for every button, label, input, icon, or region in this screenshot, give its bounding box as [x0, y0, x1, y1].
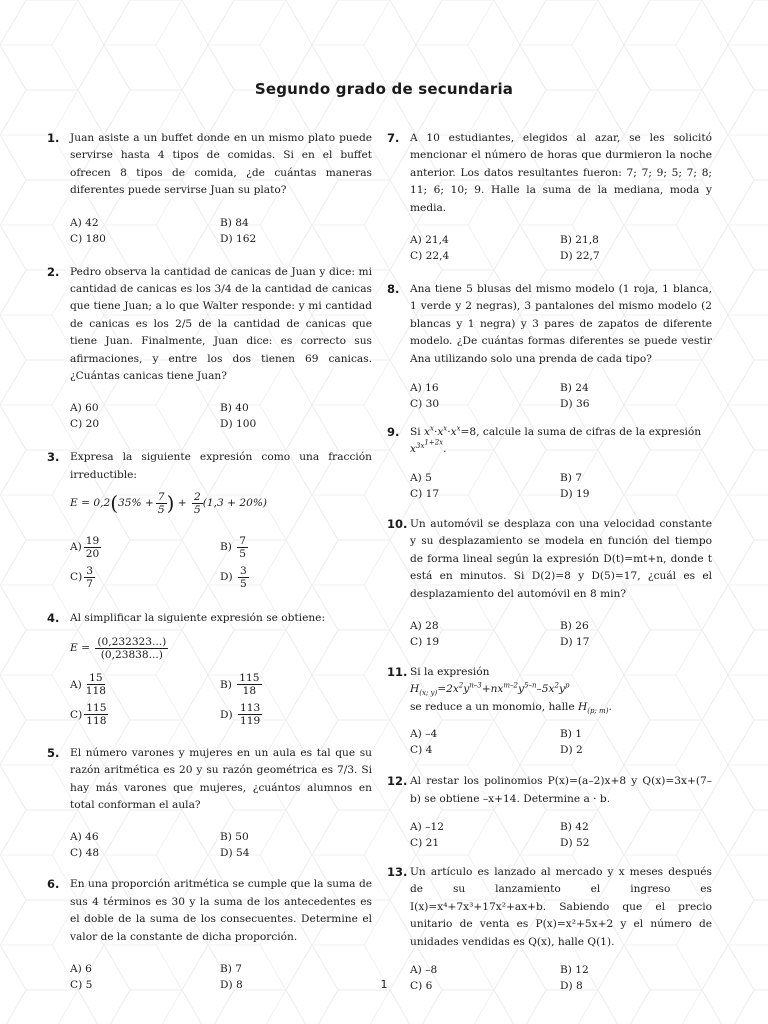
- option-c[interactable]: C) $\frac{115}{118}$: [70, 702, 107, 728]
- question-text: Pedro observa la cantidad de canicas de Juan y dice: mi cantidad de canicas es los 3/4 de la cantidad de canicas que tiene Juan; a lo que Walter responde: y mi cantidad de canicas es los 2/5 de la cantidad de canicas que tiene Juan. Finalmente, Juan dice: es correcto sus afirmaciones, y entre los dos tienen 69 canicas. ¿Cuántas canicas tiene Juan?: [70, 265, 372, 383]
- question-2: [47, 264, 372, 433]
- option-c[interactable]: C) $\frac{3}{7}$: [70, 564, 93, 590]
- question-number: 2.: [47, 264, 60, 279]
- option-d[interactable]: D) 2: [560, 744, 583, 757]
- question-number: 8.: [387, 282, 400, 297]
- option-a[interactable]: A) $\frac{15}{118}$: [70, 672, 107, 698]
- option-c[interactable]: C) 5: [70, 978, 93, 991]
- option-b[interactable]: B) 40: [220, 402, 249, 415]
- question-text: Un artículo es lanzado al mercado y x meses después de su lanzamiento el ingreso es I(x)=x⁴+7x³+17x²+ax+b. Sabiendo que el precio unitario de venta es P(x)=x²+5x+2 y el número de unidades vendidas es Q(x), halle Q(1).: [410, 865, 712, 948]
- question-8: [387, 281, 712, 412]
- question-text: Si la expresión $H_{(x; y)}=2x^2y^{n-3}+nx^{m-2}y^{5-n}-5x^2y^p$ se reduce a un monomio, halle $H_{(p; m)}$.: [410, 665, 612, 715]
- answer-options: [70, 532, 372, 592]
- option-a[interactable]: A) –4: [410, 728, 438, 741]
- question-number: 11.: [387, 664, 408, 679]
- page-number: 1: [380, 978, 388, 991]
- answer-options: [70, 400, 372, 432]
- formula-e: E = 0,2 ( 35% + $\frac{7}{5}$ ) + $\frac{2}{5}$ (1,3 + 20%): [70, 490, 268, 516]
- option-b[interactable]: B) 42: [560, 820, 589, 833]
- option-c[interactable]: C) 6: [410, 979, 433, 992]
- question-number: 13.: [387, 864, 408, 879]
- option-d[interactable]: D) 8: [220, 978, 243, 991]
- question-number: 10.: [387, 516, 408, 531]
- option-c[interactable]: C) 4: [410, 744, 433, 757]
- option-d[interactable]: D) 54: [220, 847, 250, 860]
- option-d[interactable]: D) $\frac{113}{119}$: [220, 702, 261, 728]
- answer-options: [410, 380, 712, 412]
- option-a[interactable]: A) 5: [410, 471, 432, 484]
- left-column: [47, 130, 372, 993]
- option-c[interactable]: C) 20: [70, 418, 100, 431]
- option-c[interactable]: C) 17: [410, 487, 440, 500]
- question-4: [47, 610, 372, 729]
- question-6: [47, 876, 372, 993]
- option-a[interactable]: A) $\frac{19}{20}$: [70, 534, 100, 560]
- option-d[interactable]: D) 17: [560, 635, 590, 648]
- answer-options: [410, 819, 712, 851]
- option-b[interactable]: B) 26: [560, 619, 589, 632]
- question-number: 6.: [47, 877, 60, 892]
- option-d[interactable]: D) 162: [220, 232, 257, 245]
- option-b[interactable]: B) $\frac{115}{18}$: [220, 672, 260, 698]
- question-text: Expresa la siguiente expresión como una fracción irreductible:: [70, 451, 372, 481]
- question-number: 7.: [387, 131, 400, 145]
- option-d[interactable]: D) 22,7: [560, 250, 600, 263]
- option-c[interactable]: C) 48: [70, 847, 100, 860]
- question-text: Al simplificar la siguiente expresión se obtiene:: [70, 612, 326, 625]
- answer-options: [410, 726, 712, 758]
- option-d[interactable]: D) 19: [560, 487, 590, 500]
- question-text: A 10 estudiantes, elegidos al azar, se les solicitó mencionar el número de horas que durmieron la noche anterior. Los datos resultantes fueron: 7; 7; 9; 5; 7; 8; 11; 6; 10; 9. Halle la suma de la mediana, moda y media.: [410, 132, 712, 214]
- option-d[interactable]: D) $\frac{3}{5}$: [220, 564, 247, 590]
- option-b[interactable]: B) $\frac{7}{5}$: [220, 534, 247, 560]
- formula-e: E = $\frac{(0,232323...)}{(0,23838...)}$: [70, 636, 167, 662]
- question-text: Ana tiene 5 blusas del mismo modelo (1 roja, 1 blanca, 1 verde y 2 negras), 3 pantalones del mismo modelo (2 blancas y 1 negra) y 3 pares de zapatos de diferente modelo. ¿De cuántas formas diferentes se puede vestir Ana utilizando solo una prenda de cada tipo?: [410, 283, 712, 365]
- answer-options: [70, 670, 372, 730]
- option-c[interactable]: C) 30: [410, 398, 440, 411]
- option-c[interactable]: C) 180: [70, 232, 106, 245]
- question-5: [47, 745, 372, 862]
- option-a[interactable]: A) –8: [410, 963, 438, 976]
- option-a[interactable]: A) 16: [410, 382, 439, 395]
- option-c[interactable]: C) 19: [410, 635, 440, 648]
- option-b[interactable]: B) 7: [220, 962, 243, 975]
- option-b[interactable]: B) 7: [560, 471, 583, 484]
- option-a[interactable]: A) 60: [70, 402, 99, 415]
- answer-options: [410, 470, 712, 502]
- question-number: 1.: [47, 131, 60, 145]
- answer-options: [70, 829, 372, 861]
- question-13: [387, 864, 712, 994]
- question-text: Al restar los polinomios P(x)=(a–2)x+8 y Q(x)=3x+(7–b) se obtiene –x+14. Determine a · b.: [410, 775, 712, 805]
- right-column: [387, 130, 712, 994]
- question-11: [387, 664, 712, 758]
- option-b[interactable]: B) 1: [560, 728, 583, 741]
- question-number: 12.: [387, 774, 408, 789]
- option-a[interactable]: A) –12: [410, 820, 444, 833]
- answer-options: [410, 618, 712, 650]
- option-a[interactable]: A) 28: [410, 619, 439, 632]
- option-d[interactable]: D) 36: [560, 398, 590, 411]
- option-b[interactable]: B) 50: [220, 831, 249, 844]
- question-number: 3.: [47, 450, 60, 465]
- option-b[interactable]: B) 84: [220, 216, 249, 229]
- option-c[interactable]: C) 22,4: [410, 250, 450, 263]
- question-number: 4.: [47, 611, 60, 626]
- question-text: Juan asiste a un buffet donde en un mismo plato puede servirse hasta 4 tipos de comidas. Si en el buffet ofrecen 8 tipos de comida, ¿de cuántas maneras diferentes puede servirse Juan su plato?: [70, 132, 372, 197]
- question-7: [387, 130, 712, 264]
- question-text: Si $x^x\cdot x^x\cdot x^x=8$, calcule la suma de cifras de la expresión $x^{3x^{1+2x}}$.: [410, 424, 702, 456]
- option-d[interactable]: D) 100: [220, 418, 257, 431]
- question-text: El número varones y mujeres en un aula es tal que su razón aritmética es 20 y su razón geométrica es 7/3. Si hay más varones que mujeres, ¿cuántos alumnos en total conforman el aula?: [70, 746, 372, 811]
- option-a[interactable]: A) 21,4: [410, 234, 449, 247]
- question-1: [47, 130, 372, 247]
- option-d[interactable]: D) 52: [560, 836, 590, 849]
- option-a[interactable]: A) 46: [70, 831, 99, 844]
- question-number: 9.: [387, 425, 400, 440]
- question-text: En una proporción aritmética se cumple que la suma de sus 4 términos es 30 y la suma de los antecedentes es el doble de la suma de los consecuentes. Determine el valor de la constante de dicha proporción.: [70, 878, 372, 943]
- question-10: [387, 516, 712, 650]
- option-d[interactable]: D) 8: [560, 979, 583, 992]
- option-a[interactable]: A) 6: [70, 962, 92, 975]
- answer-options: [70, 215, 372, 247]
- option-b[interactable]: B) 21,8: [560, 234, 599, 247]
- answer-options: [410, 232, 712, 264]
- question-text: Un automóvil se desplaza con una velocidad constante y su desplazamiento se modela en función del tiempo de forma lineal según la expresión D(t)=mt+n, donde t está en minutos. Si D(2)=8 y D(5)=17, ¿cuál es el desplazamiento del automóvil en 8 min?: [410, 517, 712, 600]
- question-12: [387, 773, 712, 851]
- question-3: [47, 449, 372, 592]
- option-a[interactable]: A) 42: [70, 216, 99, 229]
- option-c[interactable]: C) 21: [410, 836, 440, 849]
- option-b[interactable]: B) 12: [560, 963, 589, 976]
- question-9: [387, 424, 712, 502]
- question-number: 5.: [47, 745, 60, 760]
- option-b[interactable]: B) 24: [560, 382, 589, 395]
- page-title: Segundo grado de secundaria: [254, 80, 514, 98]
